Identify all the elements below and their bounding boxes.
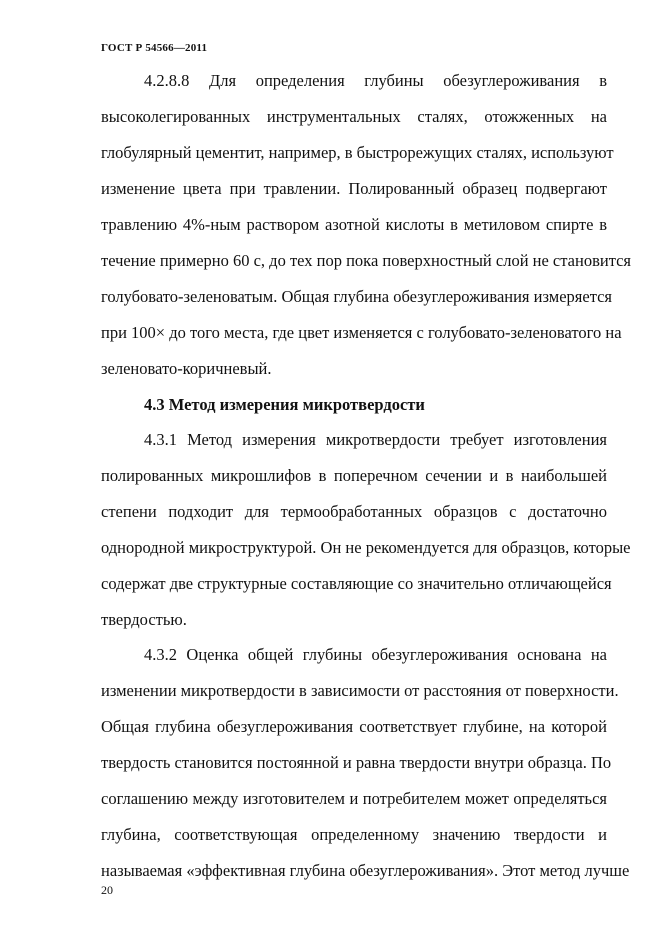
standard-header: ГОСТ Р 54566—2011: [101, 42, 208, 54]
text-line: течение примерно 60 с, до тех пор пока поверхностный слой не становится: [101, 251, 632, 270]
text-line: травлению 4%-ным раствором азотной кислоты в метиловом спирте в: [101, 215, 607, 234]
text-line: 4.3.2 Оценка общей глубины обезуглероживания основана на: [144, 645, 607, 664]
text-line: содержат две структурные составляющие со значительно отличающейся: [101, 574, 612, 593]
text-line: соглашению между изготовителем и потребителем может определяться: [101, 789, 607, 808]
section-heading: 4.3 Метод измерения микротвердости: [144, 395, 425, 414]
text-line: глобулярный цементит, например, в быстрорежущих сталях, используют: [101, 143, 614, 162]
text-line: изменении микротвердости в зависимости от расстояния от поверхности.: [101, 681, 619, 700]
text-line: твердость становится постоянной и равна твердости внутри образца. По: [101, 753, 612, 772]
text-line: изменение цвета при травлении. Полированный образец подвергают: [101, 179, 607, 198]
text-line: твердостью.: [101, 610, 187, 629]
text-line: степени подходит для термообработанных образцов с достаточно: [101, 502, 607, 521]
text-line: называемая «эффективная глубина обезуглероживания». Этот метод лучше: [101, 861, 630, 880]
text-line: при 100× до того места, где цвет изменяется с голубовато-зеленоватого на: [101, 323, 622, 342]
page-number: 20: [101, 883, 113, 897]
text-line: полированных микрошлифов в поперечном сечении и в наибольшей: [101, 466, 607, 485]
text-line: высоколегированных инструментальных сталях, отожженных на: [101, 107, 607, 126]
text-line: Общая глубина обезуглероживания соответствует глубине, на которой: [101, 717, 607, 736]
text-line: 4.3.1 Метод измерения микротвердости требует изготовления: [144, 430, 607, 449]
text-line: 4.2.8.8 Для определения глубины обезуглероживания в: [144, 71, 607, 90]
text-line: голубовато-зеленоватым. Общая глубина обезуглероживания измеряется: [101, 287, 613, 306]
text-line: однородной микроструктурой. Он не рекомендуется для образцов, которые: [101, 538, 631, 557]
text-line: глубина, соответствующая определенному значению твердости и: [101, 825, 607, 844]
text-line: зеленовато-коричневый.: [101, 359, 272, 378]
